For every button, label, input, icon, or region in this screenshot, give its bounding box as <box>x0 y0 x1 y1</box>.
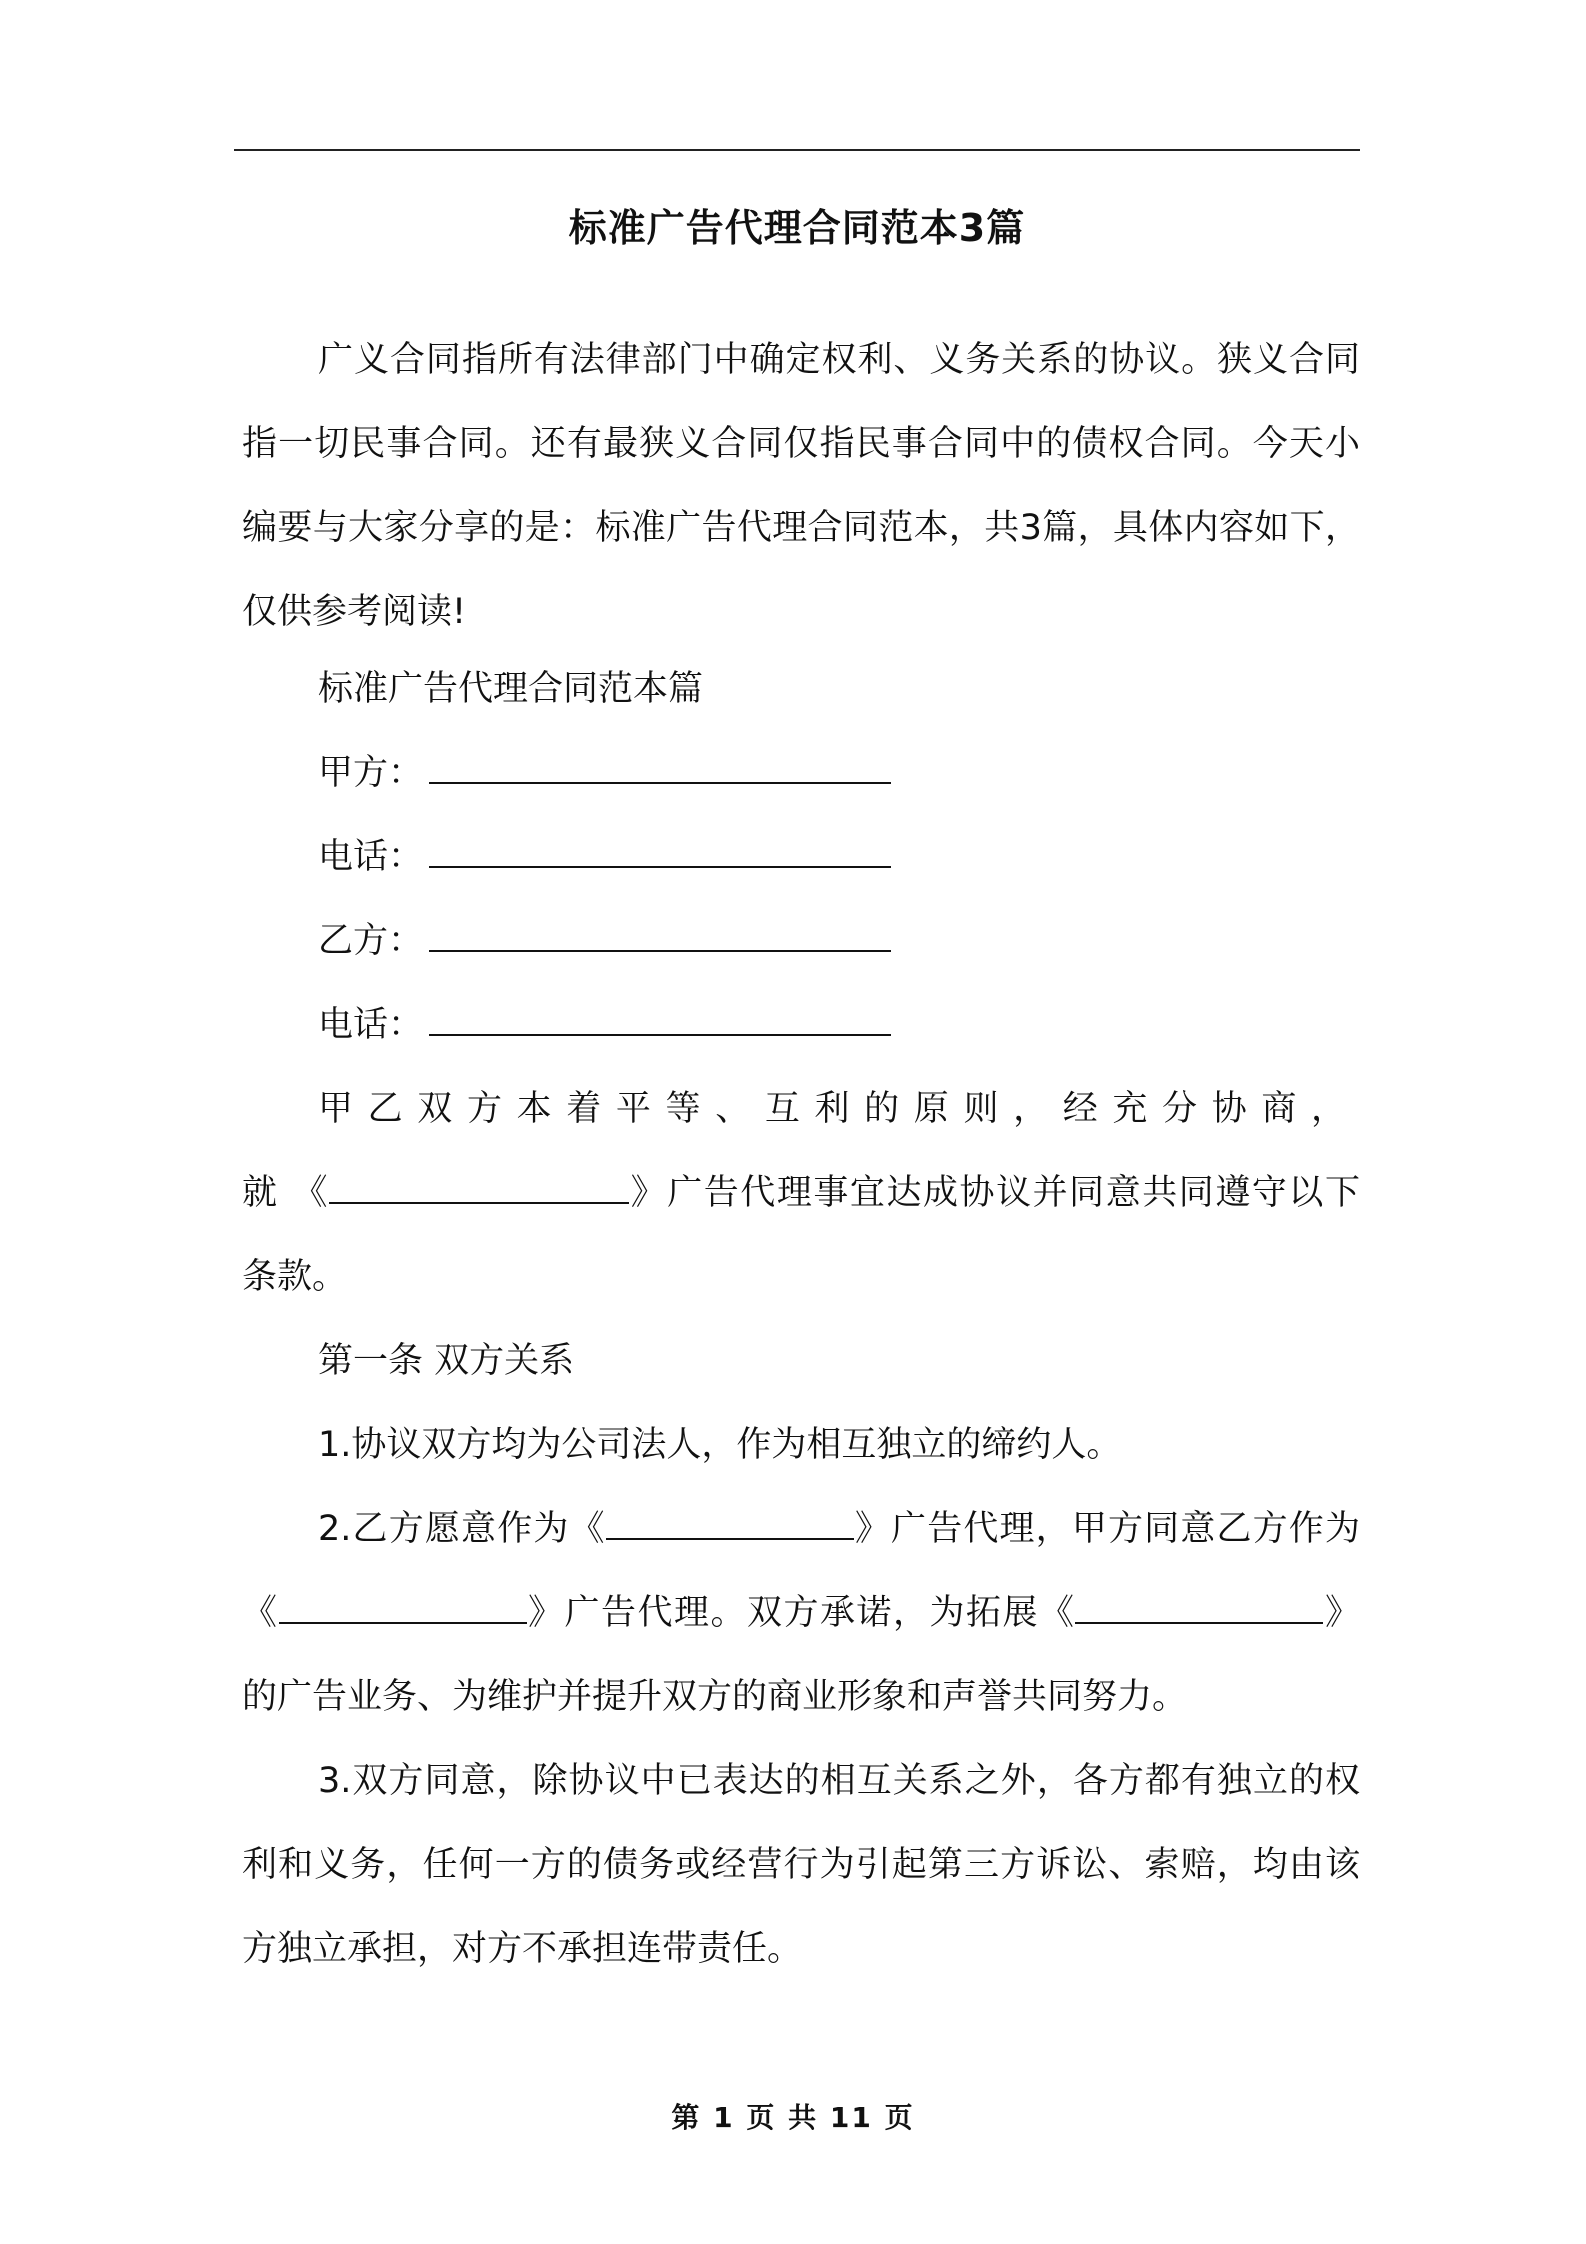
preamble-paragraph <box>242 1067 1360 1319</box>
item-2-quote-3-close: 》 <box>1323 1593 1360 1633</box>
party-a-blank <box>429 748 891 784</box>
item-2-blank-1 <box>606 1508 854 1540</box>
item-2-blank-3 <box>1075 1592 1323 1624</box>
item-2-quote-3-open: 《 <box>1038 1593 1076 1633</box>
party-b-blank <box>429 916 891 952</box>
item-2-blank-2 <box>279 1592 527 1624</box>
preamble-blank <box>329 1172 629 1204</box>
phone-2-label: 电话： <box>318 1005 424 1045</box>
header-rule <box>234 149 1360 151</box>
item-2-part-b: 广告代理，甲方同意乙方作为 <box>891 1509 1360 1549</box>
item-2-quote-1-open: 《 <box>569 1509 606 1549</box>
party-a-field <box>318 731 891 815</box>
preamble-rest: 广告代理事宜达成协议并同意共同遵守以下条款。 <box>242 1173 1360 1297</box>
phone-1-field <box>318 815 891 899</box>
party-a-label: 甲方： <box>318 753 424 793</box>
preamble-start: 甲乙双方本着平等、互利的原则，经充分协商，就 <box>242 1089 1360 1213</box>
phone-1-label: 电话： <box>318 837 424 877</box>
party-b-field <box>318 899 891 983</box>
article-1-item-3: 3.双方同意，除协议中已表达的相互关系之外，各方都有独立的权利和义务，任何一方的债务或经营行为引起第三方诉讼、索赔，均由该方独立承担，对方不承担连带责任。 <box>242 1761 1360 1969</box>
item-2-part-d: 的广告业务、为维护并提升双方的商业形象和声誉共同努力。 <box>242 1677 1188 1717</box>
article-1-item-2 <box>242 1487 1360 1739</box>
preamble-open-quote: 《 <box>292 1173 330 1213</box>
article-1-heading: 第一条 双方关系 <box>318 1341 575 1381</box>
page-footer: 第 1 页 共 11 页 <box>671 2101 915 2134</box>
item-2-quote-1-close: 》 <box>853 1509 892 1549</box>
section-heading: 标准广告代理合同范本篇 <box>318 669 704 709</box>
item-2-part-c: 广告代理。双方承诺，为拓展 <box>564 1593 1039 1633</box>
article-1-item-1: 1.协议双方均为公司法人，作为相互独立的缔约人。 <box>318 1425 1122 1465</box>
document-title: 标准广告代理合同范本3篇 <box>568 206 1026 250</box>
phone-1-blank <box>429 832 891 868</box>
party-b-label: 乙方： <box>318 921 424 961</box>
item-2-quote-2-close: 》 <box>526 1593 565 1633</box>
item-2-quote-2-open: 《 <box>242 1593 279 1633</box>
preamble-close-quote: 》 <box>629 1173 668 1213</box>
phone-2-blank <box>429 1000 891 1036</box>
item-2-part-a: 2.乙方愿意作为 <box>318 1509 570 1549</box>
intro-paragraph: 广义合同指所有法律部门中确定权利、义务关系的协议。狭义合同指一切民事合同。还有最狭义合同仅指民事合同中的债权合同。今天小编要与大家分享的是：标准广告代理合同范本，共3篇，具体内容如下，仅供参考阅读! <box>242 340 1360 632</box>
phone-2-field <box>318 983 891 1067</box>
